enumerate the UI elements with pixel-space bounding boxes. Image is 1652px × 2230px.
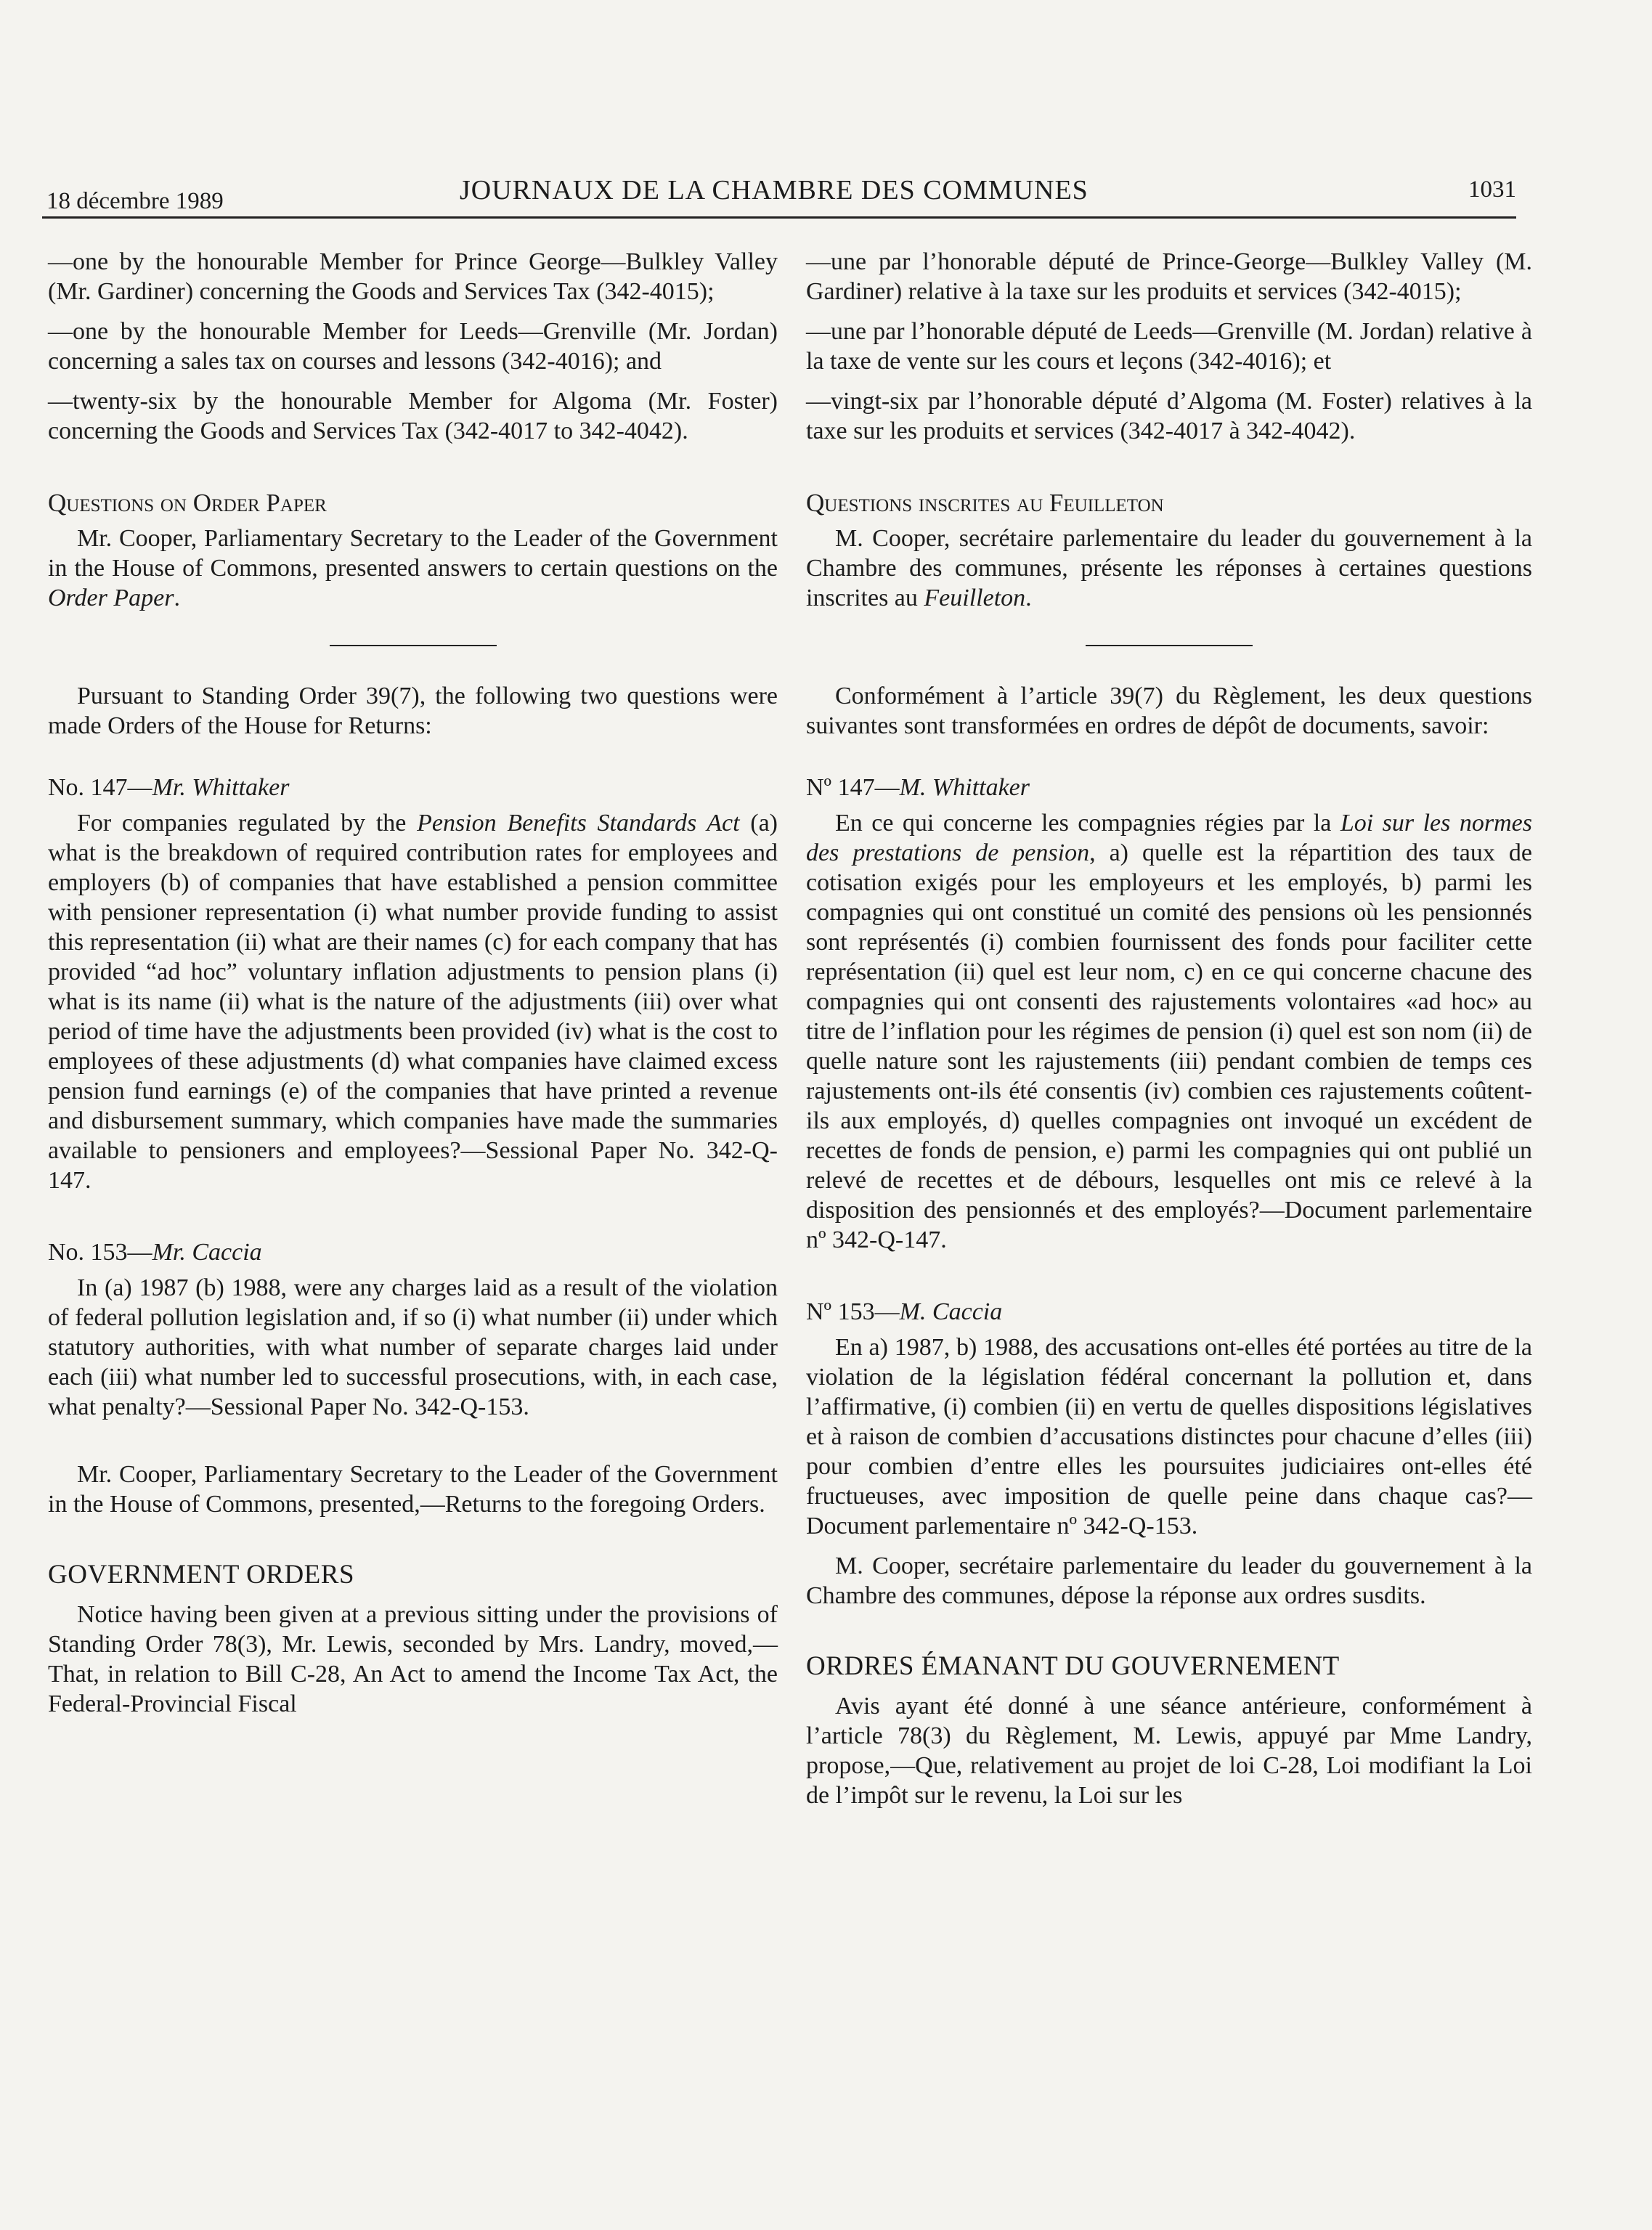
government-orders-paragraph: Avis ayant été donné à une séance antérieure, conformément à l’article 78(3) du Règlement, M. Lewis, appuyé par Mme Landry, propose,—Que, relativement au projet de loi C-28, Loi modifiant la Loi de l’impôt sur le revenu, la Loi sur les	[806, 1693, 1532, 1809]
list-item: —vingt-six par l’honorable député d’Algoma (M. Foster) relatives à la taxe sur les produits et services (342-4017 à 342-4042).	[806, 388, 1532, 444]
question-147-text: En ce qui concerne les compagnies régies par la Loi sur les normes des prestations de pension, a) quelle est la répartition des taux de cotisation exigés pour les employeurs et les employés, b) parmi les compagnies qui ont constitué un comité des pensions où les pensionnés sont représentés (i) combien fournissent des fonds pour faciliter cette représentation (ii) quel est leur nom, c) en ce qui concerne chacune des compagnies qui ont consenti des rajustements volontaires «ad hoc» au titre de l’inflation pour les régimes de pension (i) quel est son nom (ii) de quelle nature sont les rajustements (iii) pendant combien de temps ces rajustements ont-ils été consentis (iv) combien ces rajustements coûtent-ils aux employés, d) quelles compagnies ont invoqué un excédent de recettes de fonds de pension, e) parmi les compagnies qui ont publié un relevé de recettes et de débours, lesquelles ont mis ce relevé à la disposition des pensionnés et des employés?—Document parlementaire nº 342-Q-147.	[806, 810, 1533, 1253]
question-147-text: For companies regulated by the Pension Benefits Standards Act (a) what is the breakdown of required contribution rates for employees and employers (b) of companies that have established a pension committee with pensioner representation (i) what number provide funding to assist this representation (ii) what are their names (c) for each company that has provided “ad hoc” voluntary inflation adjustments to pension plans (i) what is its name (ii) what is the nature of the adjustments (iii) over what period of time have the adjustments been provided (iv) what is the cost to employees of these adjustments (d) what companies have claimed excess pension fund earnings (e) of the companies that have printed a revenue and disbursement summary, which companies have made the summaries available to pensioners and employees?—Sessional Paper No. 342-Q-147.	[48, 810, 778, 1194]
section-heading-government-orders: ORDRES ÉMANANT DU GOUVERNEMENT	[806, 1651, 1340, 1681]
question-153-label: No. 153—Mr. Caccia	[48, 1239, 262, 1266]
question-153-text: En a) 1987, b) 1988, des accusations ont-elles été portées au titre de la violation de la législation fédéral concernant la pollution et, dans l’affirmative, (i) combien (ii) en vertu de quelles dispositions législatives et à raison de combien d’accusations distinctes pour chacune d’elles (iii) pour combien d’entre elles les poursuites judiciaires ont-elles été fructueuses, avec imposition de quelle peine dans chaque cas?—Document parlementaire nº 342-Q-153.	[806, 1334, 1532, 1539]
english-column	[48, 247, 778, 1719]
question-147-label: Nº 147—M. Whittaker	[806, 774, 1030, 801]
list-item: —one by the honourable Member for Prince George—Bulkley Valley (Mr. Gardiner) concerning the Goods and Services Tax (342-4015);	[48, 248, 778, 305]
question-153-text: In (a) 1987 (b) 1988, were any charges laid as a result of the violation of federal pollution legislation and, if so (i) what number (ii) under which statutory authorities, with what number of separate charges laid under each (iii) what number led to successful prosecutions, with, in each case, what penalty?—Sessional Paper No. 342-Q-153.	[48, 1274, 778, 1420]
header-date: 18 décembre 1989	[46, 188, 224, 214]
list-item: —une par l’honorable député de Leeds—Grenville (M. Jordan) relative à la taxe de vente sur les cours et leçons (342-4016); et	[806, 318, 1532, 375]
page-number: 1031	[1468, 176, 1516, 203]
list-item: —one by the honourable Member for Leeds—Grenville (Mr. Jordan) concerning a sales tax on courses and lessons (342-4016); and	[48, 318, 778, 375]
pursuant-paragraph: Pursuant to Standing Order 39(7), the following two questions were made Orders of the House for Returns:	[48, 683, 778, 739]
questions-paragraph: M. Cooper, secrétaire parlementaire du leader du gouvernement à la Chambre des communes, présente les réponses à certaines questions inscrites au Feuilleton.	[806, 525, 1532, 611]
header-title: JOURNAUX DE LA CHAMBRE DES COMMUNES	[460, 175, 1089, 205]
divider-rule	[330, 645, 497, 646]
section-heading-government-orders: GOVERNMENT ORDERS	[48, 1560, 355, 1590]
french-column	[806, 247, 1532, 1810]
pursuant-paragraph: Conformément à l’article 39(7) du Règlement, les deux questions suivantes sont transformées en ordres de dépôt de documents, savoir:	[806, 683, 1532, 739]
question-147-label: No. 147—Mr. Whittaker	[48, 774, 290, 801]
section-heading-questions: Questions inscrites au Feuilleton	[806, 489, 1164, 517]
page-header	[42, 158, 1516, 219]
government-orders-paragraph: Notice having been given at a previous sitting under the provisions of Standing Order 78(3), Mr. Lewis, seconded by Mrs. Landry, moved,—That, in relation to Bill C-28, An Act to amend the Income Tax Act, the Federal-Provincial Fiscal	[48, 1601, 778, 1717]
list-item: —twenty-six by the honourable Member for Algoma (Mr. Foster) concerning the Goods and Services Tax (342-4017 to 342-4042).	[48, 388, 778, 444]
returns-paragraph: M. Cooper, secrétaire parlementaire du leader du gouvernement à la Chambre des communes, dépose la réponse aux ordres susdits.	[806, 1553, 1532, 1609]
question-153-label: Nº 153—M. Caccia	[806, 1298, 1003, 1325]
questions-paragraph: Mr. Cooper, Parliamentary Secretary to the Leader of the Government in the House of Commons, presented answers to certain questions on the Order Paper.	[48, 525, 778, 611]
divider-rule	[1086, 645, 1253, 646]
section-heading-questions: Questions on Order Paper	[48, 489, 327, 517]
list-item: —une par l’honorable député de Prince-George—Bulkley Valley (M. Gardiner) relative à la taxe sur les produits et services (342-4015);	[806, 248, 1532, 305]
returns-paragraph: Mr. Cooper, Parliamentary Secretary to the Leader of the Government in the House of Commons, presented,—Returns to the foregoing Orders.	[48, 1461, 778, 1518]
